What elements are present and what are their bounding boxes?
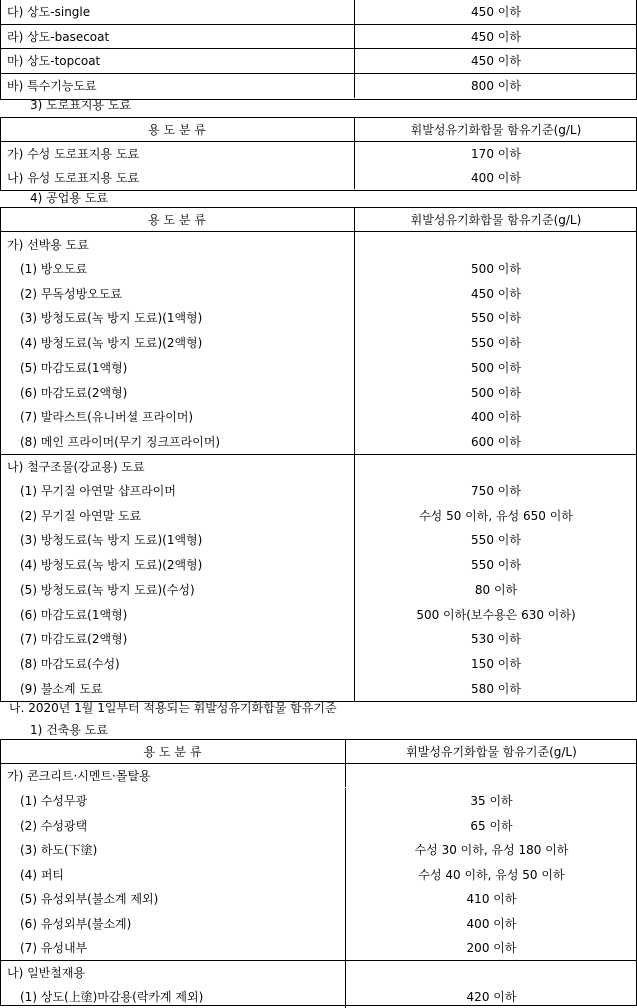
category-cell: (9) 불소계 도료: [20, 682, 103, 696]
limit-cell: 450 이하: [354, 48, 637, 73]
limit-cell-empty: [354, 454, 637, 478]
limit-cell: 35 이하: [345, 788, 637, 813]
category-cell: 라) 상도-basecoat: [7, 30, 110, 44]
table-row: [0, 602, 637, 627]
category-cell: (2) 무기질 아연말 도료: [20, 509, 142, 523]
table-row: [0, 380, 637, 405]
limit-cell: 550 이하: [354, 305, 637, 330]
limit-cell: 800 이하: [354, 73, 637, 98]
limit-cell: 150 이하: [354, 651, 637, 676]
section4-caption: 4) 공업용 도료: [30, 191, 108, 205]
table-row: [0, 404, 637, 429]
category-cell: 마) 상도-topcoat: [7, 54, 101, 68]
table-row: [0, 141, 637, 165]
limit-cell: 500 이하(보수용은 630 이하): [354, 602, 637, 627]
table-row: [0, 788, 637, 813]
limit-cell-empty: [345, 960, 637, 984]
header-category: 용 도 분 류: [148, 212, 206, 227]
category-cell: (6) 유성외부(불소계): [20, 917, 132, 931]
section-na-caption: 나. 2020년 1월 1일부터 적용되는 휘발성유기화합물 함유기준: [9, 701, 337, 715]
row-divider: [0, 24, 637, 25]
table-row: [0, 478, 637, 503]
table-row: [0, 813, 637, 838]
limit-cell: 750 이하: [354, 478, 637, 503]
table-row: [0, 330, 637, 355]
table-row: [0, 935, 637, 960]
category-cell: (6) 마감도료(1액형): [20, 608, 128, 622]
limit-cell: 80 이하: [354, 577, 637, 602]
category-cell: (1) 무기질 아연말 샵프라이머: [20, 484, 176, 498]
limit-cell: 600 이하: [354, 429, 637, 454]
category-cell: (7) 마감도료(2액형): [20, 632, 128, 646]
table-row: [0, 626, 637, 651]
limit-cell: 400 이하: [345, 911, 637, 936]
category-cell: 나) 일반철재용: [7, 965, 86, 980]
category-cell: (1) 방오도료: [20, 262, 88, 276]
category-cell: 가) 콘크리트·시멘트·몰탈용: [7, 768, 151, 783]
limit-cell: 수성 30 이하, 유성 180 이하: [345, 837, 637, 862]
table-row: [0, 355, 637, 380]
table-row: [0, 73, 637, 98]
limit-cell: 400 이하: [354, 165, 637, 189]
table-row: [0, 48, 637, 73]
limit-cell: 500 이하: [354, 380, 637, 405]
row-divider: [0, 48, 637, 49]
header-row: [0, 207, 637, 231]
table-row: [0, 984, 637, 1008]
category-cell: (4) 퍼티: [20, 868, 64, 882]
header-category: 용 도 분 류: [148, 122, 206, 137]
table-row: [0, 651, 637, 676]
category-cell: 다) 상도-single: [7, 5, 91, 19]
section-na-subcaption: 1) 건축용 도료: [30, 723, 108, 737]
table-row: [0, 305, 637, 330]
table-row: [0, 429, 637, 454]
limit-cell: 65 이하: [345, 813, 637, 838]
limit-cell: 500 이하: [354, 256, 637, 281]
category-cell: (1) 상도(上塗)마감용(락카계 제외): [20, 989, 204, 1004]
limit-cell: 500 이하: [354, 355, 637, 380]
category-cell: (2) 무독성방오도료: [20, 287, 122, 301]
group-title-row: [0, 232, 637, 256]
category-cell: (4) 방청도료(녹 방지 도료)(2액형): [20, 558, 203, 572]
category-cell: (5) 방청도료(녹 방지 도료)(수성): [20, 583, 195, 597]
table-row: [0, 886, 637, 911]
limit-cell: 400 이하: [354, 404, 637, 429]
table-row: [0, 911, 637, 936]
section3-caption: 3) 도로표지용 도료: [30, 98, 132, 112]
category-cell: 가) 수성 도로표지용 도료: [7, 146, 140, 161]
category-cell: 바) 특수기능도료: [7, 79, 97, 93]
limit-cell-empty: [354, 232, 637, 256]
limit-cell: 200 이하: [345, 935, 637, 960]
group-title-row: [0, 763, 637, 787]
table-row: [0, 281, 637, 306]
table-row: [0, 0, 637, 24]
group-title-row: [0, 454, 637, 478]
limit-cell: 530 이하: [354, 626, 637, 651]
header-limit: 휘발성유기화합물 함유기준(g/L): [354, 207, 637, 231]
category-cell: (1) 수성무광: [20, 794, 88, 808]
table-row: [0, 552, 637, 577]
category-cell: (8) 마감도료(수성): [20, 657, 120, 671]
table-row: [0, 165, 637, 189]
category-cell: (3) 방청도료(녹 방지 도료)(1액형): [20, 311, 203, 325]
limit-cell: 450 이하: [354, 281, 637, 306]
header-row: [0, 739, 637, 763]
limit-cell: 550 이하: [354, 330, 637, 355]
category-cell: (8) 메인 프라이머(무기 징크프라이머): [20, 435, 221, 449]
table-row: [0, 24, 637, 49]
category-cell: (6) 마감도료(2액형): [20, 386, 128, 400]
group-title-row: [0, 960, 637, 984]
category-cell: (4) 방청도료(녹 방지 도료)(2액형): [20, 336, 203, 350]
limit-cell: 550 이하: [354, 552, 637, 577]
category-cell: 나) 유성 도로표지용 도료: [7, 170, 140, 185]
table-row: [0, 676, 637, 701]
category-cell: (3) 하도(下塗): [20, 843, 98, 857]
table-row: [0, 862, 637, 887]
limit-cell: 410 이하: [345, 886, 637, 911]
category-cell: (7) 유성내부: [20, 941, 88, 955]
limit-cell: 420 이하: [345, 984, 637, 1008]
category-cell: (2) 수성광택: [20, 819, 88, 833]
header-row: [0, 117, 637, 141]
category-cell: 가) 선박용 도료: [7, 237, 89, 252]
category-cell: (5) 유성외부(불소계 제외): [20, 892, 159, 906]
limit-cell: 550 이하: [354, 527, 637, 552]
limit-cell: 수성 50 이하, 유성 650 이하: [354, 503, 637, 528]
limit-cell-empty: [345, 763, 637, 787]
limit-cell: 580 이하: [354, 676, 637, 701]
table-row: [0, 256, 637, 281]
limit-cell: 450 이하: [354, 0, 637, 24]
limit-cell: 수성 40 이하, 유성 50 이하: [345, 862, 637, 887]
table-row: [0, 503, 637, 528]
table-row: [0, 527, 637, 552]
limit-cell: 170 이하: [354, 141, 637, 165]
category-cell: (5) 마감도료(1액형): [20, 361, 128, 375]
header-limit: 휘발성유기화합물 함유기준(g/L): [345, 739, 637, 763]
row-divider: [0, 73, 637, 74]
category-cell: (3) 방청도료(녹 방지 도료)(1액형): [20, 533, 203, 547]
limit-cell: 450 이하: [354, 24, 637, 49]
category-cell: 나) 철구조물(강교용) 도료: [7, 459, 145, 474]
table-row: [0, 577, 637, 602]
header-category: 용 도 분 류: [143, 744, 202, 759]
header-limit: 휘발성유기화합물 함유기준(g/L): [354, 117, 637, 141]
table-row: [0, 837, 637, 862]
category-cell: (7) 발라스트(유니버셜 프라이머): [20, 410, 194, 424]
